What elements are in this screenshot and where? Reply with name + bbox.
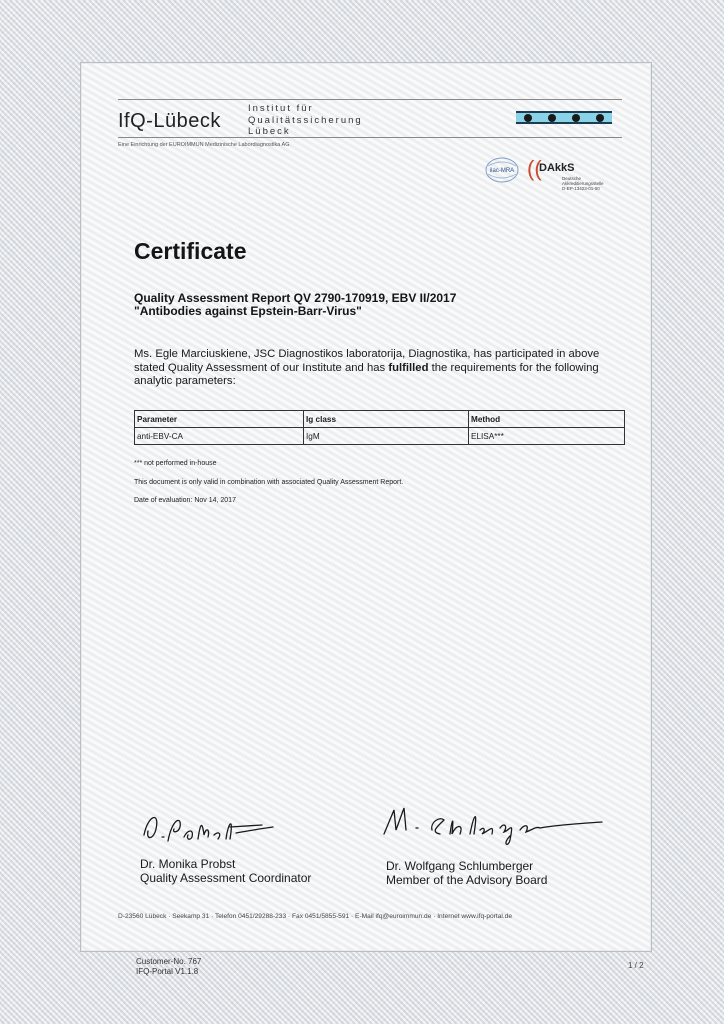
institute-name bbox=[248, 103, 363, 138]
statement-text: Ms. Egle Marciuskiene, JSC Diagnostikos laboratorija, Diagnostika, has participated in above stated Quality Assessment of our Institute and has bbox=[134, 348, 600, 374]
dakks-name: DAkkS bbox=[539, 162, 575, 174]
parameters-table bbox=[134, 410, 625, 445]
report-line: Quality Assessment Report QV 2790-170919, EBV II/2017 bbox=[134, 291, 457, 305]
signatory-name: Dr. Wolfgang Schlumberger bbox=[386, 859, 534, 873]
participation-statement bbox=[134, 348, 628, 389]
statement-fulfilled: fulfilled bbox=[388, 361, 429, 374]
statement-text-end: the requirements for the following analytic parameters: bbox=[134, 361, 599, 387]
header-method: Method bbox=[469, 411, 625, 428]
dakks-mark-icon: (( bbox=[527, 156, 542, 181]
institute-subline: Eine Einrichtung der EUROIMMUN Medizinische Labordiagnostika AG bbox=[118, 142, 290, 148]
dakks-line: Deutsche bbox=[562, 176, 582, 181]
certificate-title: Certificate bbox=[134, 238, 247, 264]
customer-number: Customer-No. 767 bbox=[136, 957, 202, 966]
signatory-schlumberger bbox=[386, 859, 547, 887]
signature-probst bbox=[138, 805, 288, 850]
signatory-probst bbox=[140, 857, 311, 885]
cell-parameter: anti-EBV-CA bbox=[135, 428, 304, 445]
institute-line: Lübeck bbox=[248, 126, 291, 137]
ilac-mra-logo bbox=[484, 156, 520, 184]
header-bottom-rule bbox=[118, 137, 622, 138]
ifq-dots-logo bbox=[516, 111, 612, 124]
header-parameter: Parameter bbox=[135, 411, 304, 428]
page-number: 1 / 2 bbox=[628, 961, 644, 970]
institute-line: Qualitätssicherung bbox=[248, 114, 363, 126]
footnote: *** not performed in-house bbox=[134, 460, 217, 467]
table-header-row bbox=[135, 411, 625, 428]
address-footer: D-23560 Lübeck · Seekamp 31 · Telefon 0451/29288-233 · Fax 0451/5855-591 · E-Mail ifq@euroimmun.de · Internet www.ifq-portal.de bbox=[118, 913, 512, 920]
validity-note: This document is only valid in combination with associated Quality Assessment Report. bbox=[134, 479, 404, 486]
ilac-label: ilac-MRA bbox=[489, 168, 515, 174]
signatory-role: Quality Assessment Coordinator bbox=[140, 871, 312, 885]
customer-info bbox=[136, 957, 201, 977]
ifq-logo: IfQ-Lübeck bbox=[118, 110, 221, 132]
report-subject: "Antibodies against Epstein-Barr-Virus" bbox=[134, 304, 362, 318]
report-heading bbox=[134, 292, 456, 318]
table-row bbox=[135, 428, 625, 445]
header-top-rule bbox=[118, 99, 622, 100]
signatory-name: Dr. Monika Probst bbox=[140, 857, 236, 871]
cell-method: ELISA*** bbox=[469, 428, 625, 445]
dakks-line: Akkreditierungsstelle bbox=[562, 181, 604, 186]
institute-line: Institut für bbox=[248, 103, 314, 114]
signatory-role: Member of the Advisory Board bbox=[386, 873, 548, 887]
dakks-details bbox=[562, 176, 604, 191]
dakks-line: D-EP-13423-01-00 bbox=[562, 186, 600, 191]
dakks-logo bbox=[527, 154, 617, 196]
evaluation-date: Date of evaluation: Nov 14, 2017 bbox=[134, 497, 236, 504]
cell-ig-class: IgM bbox=[304, 428, 469, 445]
header-ig-class: Ig class bbox=[304, 411, 469, 428]
signature-schlumberger bbox=[380, 800, 610, 850]
portal-version: IFQ-Portal V1.1.8 bbox=[136, 967, 199, 976]
